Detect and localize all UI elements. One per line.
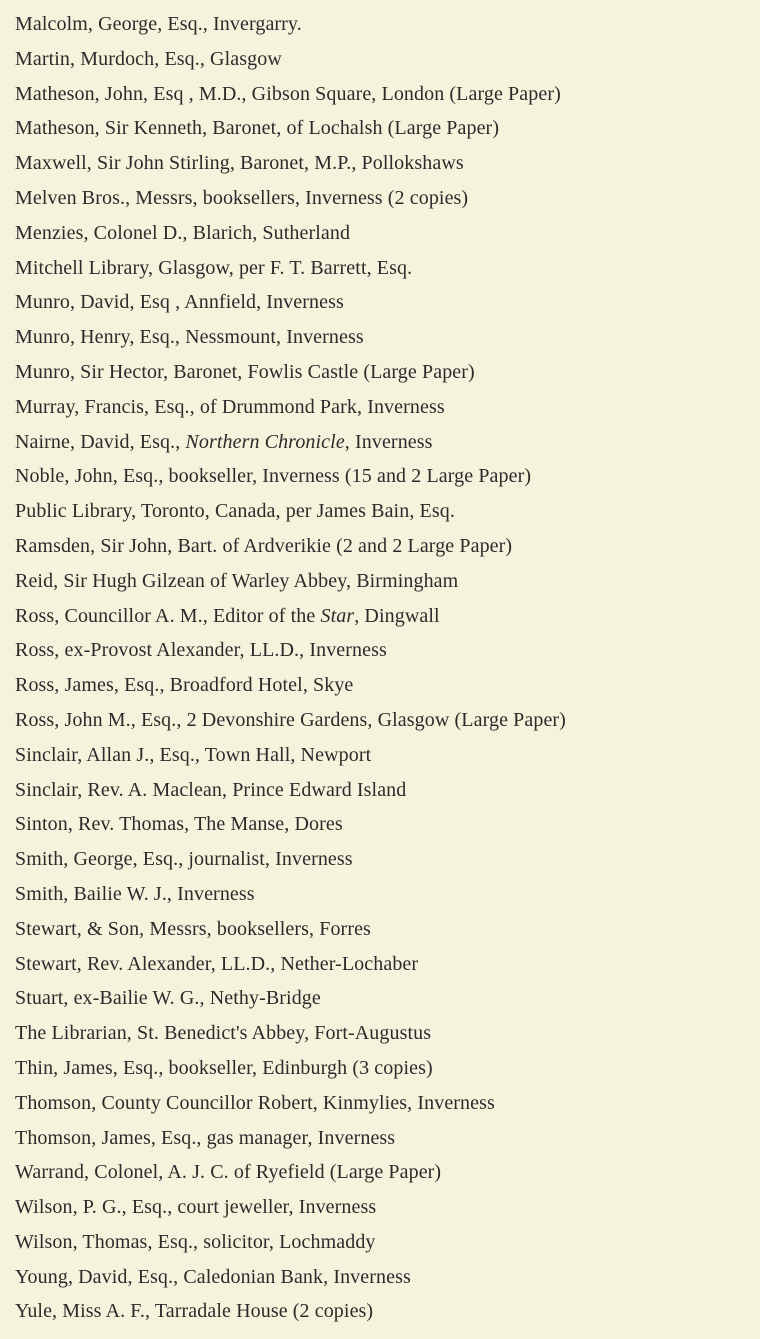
- subscriber-entry: Matheson, John, Esq , M.D., Gibson Square, London (Large Paper): [15, 82, 561, 105]
- subscriber-entry: Mitchell Library, Glasgow, per F. T. Barrett, Esq.: [15, 256, 413, 279]
- subscriber-list: [15, 7, 755, 1329]
- subscriber-entry: Sinton, Rev. Thomas, The Manse, Dores: [15, 813, 343, 836]
- subscriber-entry: Sinclair, Allan J., Esq., Town Hall, Newport: [15, 743, 372, 766]
- subscriber-entry: Warrand, Colonel, A. J. C. of Ryefield (Large Paper): [15, 1161, 442, 1184]
- subscriber-entry: Thomson, James, Esq., gas manager, Inverness: [15, 1126, 396, 1149]
- subscriber-entry: Stuart, ex-Bailie W. G., Nethy-Bridge: [15, 987, 321, 1010]
- newspaper-title: Northern Chronicle: [185, 430, 345, 453]
- subscriber-entry: Wilson, P. G., Esq., court jeweller, Inverness: [15, 1196, 377, 1219]
- subscriber-entry: Thin, James, Esq., bookseller, Edinburgh (3 copies): [15, 1056, 433, 1079]
- subscriber-entry: Ross, Councillor A. M., Editor of the Star, Dingwall: [15, 604, 440, 627]
- subscriber-entry: Ross, John M., Esq., 2 Devonshire Gardens, Glasgow (Large Paper): [15, 708, 566, 731]
- subscriber-entry: The Librarian, St. Benedict's Abbey, Fort-Augustus: [15, 1022, 432, 1045]
- subscriber-entry: Wilson, Thomas, Esq., solicitor, Lochmaddy: [15, 1230, 376, 1253]
- subscriber-entry: Menzies, Colonel D., Blarich, Sutherland: [15, 221, 351, 244]
- subscriber-entry: Ross, ex-Provost Alexander, LL.D., Inverness: [15, 639, 387, 662]
- subscriber-entry: Melven Bros., Messrs, booksellers, Inverness (2 copies): [15, 186, 469, 209]
- subscriber-entry: Young, David, Esq., Caledonian Bank, Inverness: [15, 1265, 411, 1288]
- subscriber-entry: Maxwell, Sir John Stirling, Baronet, M.P., Pollokshaws: [15, 152, 464, 175]
- newspaper-title: Star: [320, 604, 355, 627]
- subscriber-entry: Public Library, Toronto, Canada, per James Bain, Esq.: [15, 500, 455, 523]
- subscriber-entry: Martin, Murdoch, Esq., Glasgow: [15, 47, 282, 70]
- subscriber-entry: Nairne, David, Esq., Northern Chronicle, Inverness: [15, 430, 433, 453]
- subscriber-entry: Ramsden, Sir John, Bart. of Ardverikie (2 and 2 Large Paper): [15, 534, 513, 557]
- subscriber-entry: Noble, John, Esq., bookseller, Inverness (15 and 2 Large Paper): [15, 465, 532, 488]
- subscriber-entry: Matheson, Sir Kenneth, Baronet, of Lochalsh (Large Paper): [15, 117, 500, 140]
- subscriber-entry: Ross, James, Esq., Broadford Hotel, Skye: [15, 674, 354, 697]
- subscriber-entry: Malcolm, George, Esq., Invergarry.: [15, 13, 302, 35]
- subscriber-entry: Sinclair, Rev. A. Maclean, Prince Edward Island: [15, 778, 407, 801]
- subscriber-entry: Murray, Francis, Esq., of Drummond Park, Inverness: [15, 395, 445, 418]
- subscriber-entry: Smith, Bailie W. J., Inverness: [15, 882, 255, 905]
- subscriber-entry: Yule, Miss A. F., Tarradale House (2 copies): [15, 1300, 374, 1323]
- subscriber-entry: Stewart, & Son, Messrs, booksellers, Forres: [15, 917, 371, 940]
- subscriber-entry: Reid, Sir Hugh Gilzean of Warley Abbey, Birmingham: [15, 569, 459, 592]
- subscriber-entry: Munro, Henry, Esq., Nessmount, Inverness: [15, 326, 364, 349]
- subscriber-entry: Munro, Sir Hector, Baronet, Fowlis Castle (Large Paper): [15, 360, 475, 383]
- subscriber-entry: Stewart, Rev. Alexander, LL.D., Nether-Lochaber: [15, 952, 419, 975]
- subscriber-entry: Munro, David, Esq , Annfield, Inverness: [15, 291, 344, 314]
- subscriber-entry: Smith, George, Esq., journalist, Inverness: [15, 848, 353, 871]
- subscriber-entry: Thomson, County Councillor Robert, Kinmylies, Inverness: [15, 1091, 495, 1114]
